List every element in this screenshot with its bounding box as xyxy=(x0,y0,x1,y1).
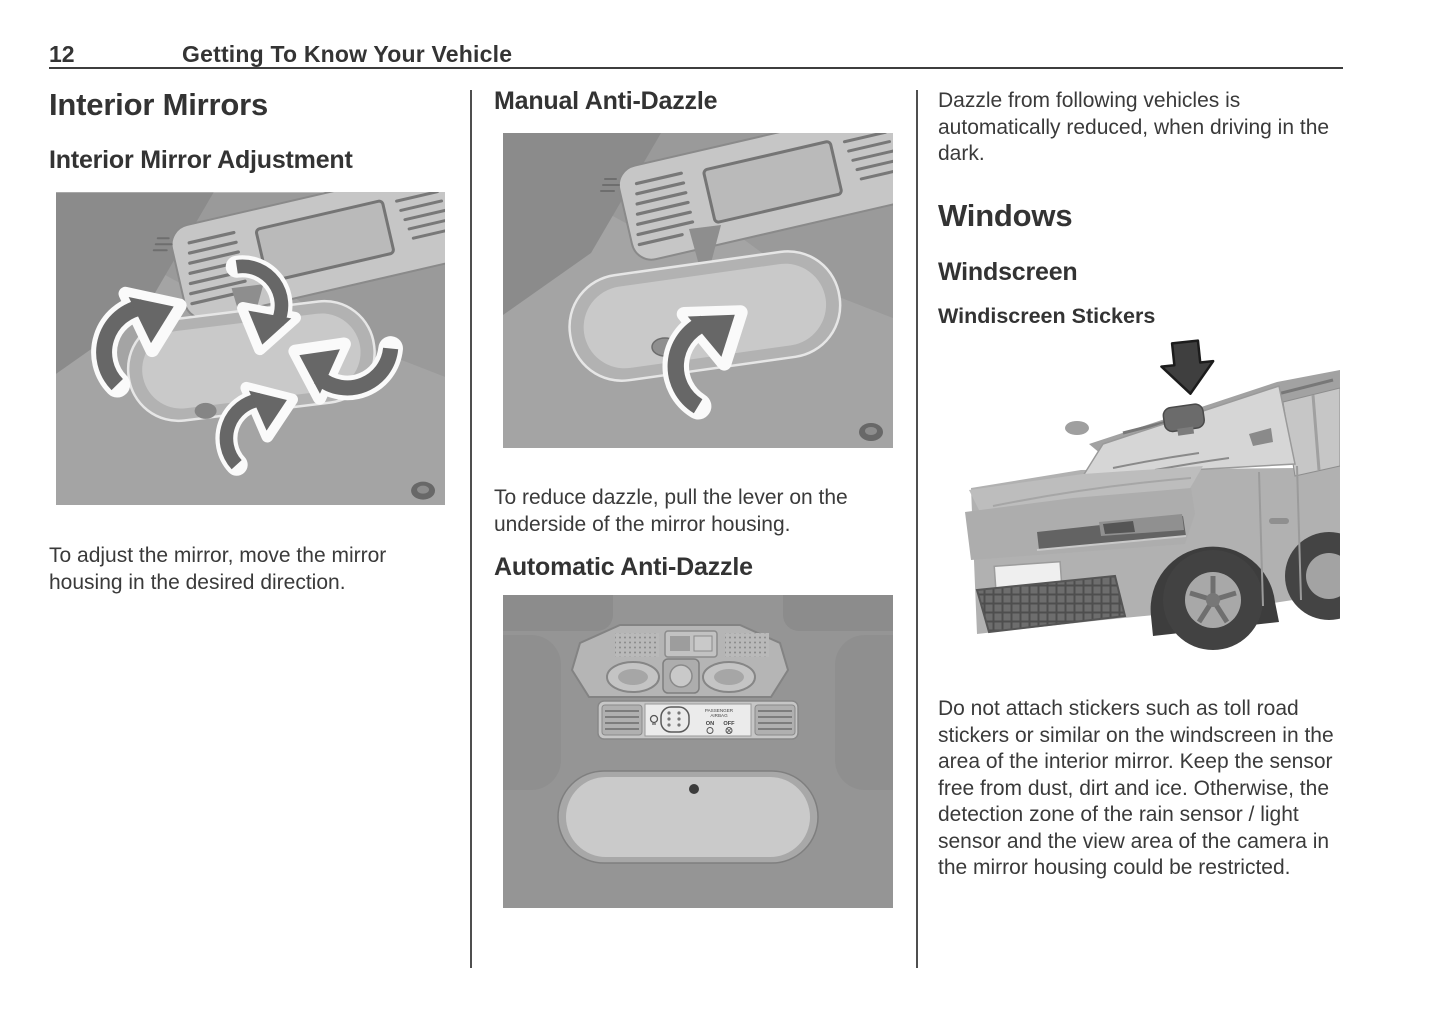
door-handle xyxy=(1269,518,1289,524)
label-passenger: PASSENGER xyxy=(704,708,734,713)
far-side-mirror xyxy=(1065,421,1089,435)
heading-manual-anti-dazzle: Manual Anti-Dazzle xyxy=(494,87,718,115)
paragraph-windscreen-stickers: Do not attach stickers such as toll road stickers or similar on the windscreen in the area of the interior mirror. Keep the sensor free from dust, dirt and ice. Otherwise, the detection zone of the rain sensor / light sensor and the view area of the camera in the mirror housing could be restricted. xyxy=(938,697,1334,879)
pillar-trim-left xyxy=(503,635,561,790)
figure-interior-mirror-adjustment xyxy=(56,192,445,505)
speaker-grille-right xyxy=(725,633,769,657)
section-title-windows: Windows xyxy=(938,198,1073,233)
chapter-title: Getting To Know Your Vehicle xyxy=(182,41,513,67)
auto-dimming-mirror xyxy=(558,771,818,863)
speaker-grille-left xyxy=(615,633,659,657)
label-off: OFF xyxy=(723,721,735,727)
figure-automatic-anti-dazzle xyxy=(503,595,893,908)
heading-automatic-anti-dazzle: Automatic Anti-Dazzle xyxy=(494,553,753,581)
paragraph-mirror-adjustment: To adjust the mirror, move the mirror housing in the desired direction. xyxy=(49,544,387,594)
label-on: ON xyxy=(705,721,715,727)
airbag-label xyxy=(645,704,751,736)
header-rule xyxy=(49,67,1343,69)
column-divider-right xyxy=(916,90,918,968)
mirror-lever xyxy=(195,403,217,419)
paragraph-manual-anti-dazzle: To reduce dazzle, pull the lever on the underside of the mirror housing. xyxy=(494,486,848,536)
light-sensor-dot xyxy=(689,784,699,794)
sun-visor-right xyxy=(783,595,893,631)
heading-interior-mirror-adjustment: Interior Mirror Adjustment xyxy=(49,146,353,174)
vent-and-label-strip xyxy=(598,701,798,739)
heading-windscreen-stickers: Windiscreen Stickers xyxy=(938,304,1156,328)
section-title-interior-mirrors: Interior Mirrors xyxy=(49,87,269,122)
figure-manual-anti-dazzle xyxy=(503,133,893,448)
column-divider-left xyxy=(470,90,472,968)
paragraph-automatic-anti-dazzle: Dazzle from following vehicles is automatically reduced, when driving in the dark. xyxy=(938,89,1330,165)
air-vent-right xyxy=(755,705,795,735)
label-airbag: AIRBAG xyxy=(710,713,728,718)
windscreen-pointer-arrow-icon xyxy=(1159,339,1216,396)
pillar-trim-right xyxy=(835,635,893,790)
heading-windscreen: Windscreen xyxy=(938,258,1078,286)
sun-visor-left xyxy=(503,595,613,631)
overhead-console xyxy=(572,625,788,697)
figure-windscreen-stickers-car xyxy=(953,338,1340,662)
air-vent-left xyxy=(602,705,642,735)
car-body xyxy=(965,370,1340,650)
page-number: 12 xyxy=(49,41,75,67)
